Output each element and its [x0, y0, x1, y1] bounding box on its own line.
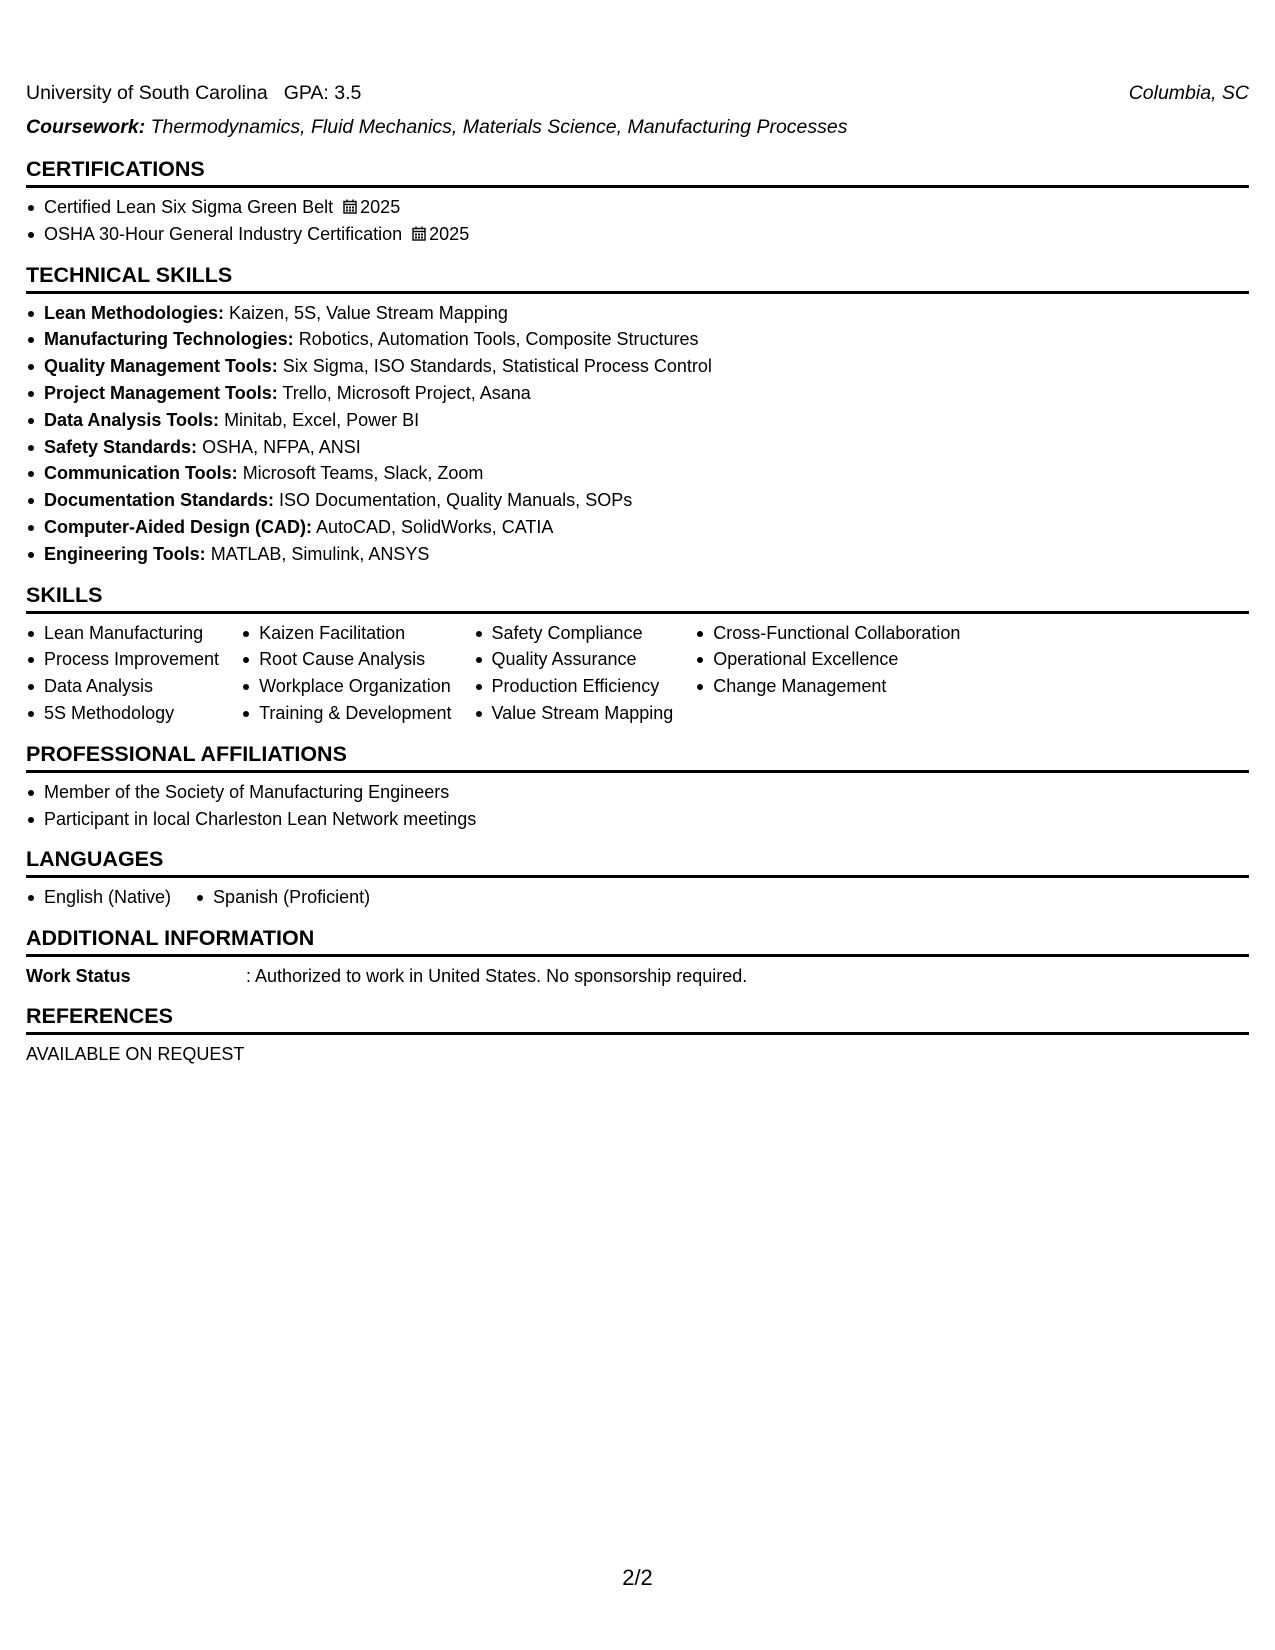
references-section — [26, 1002, 1249, 1067]
skill-values: Microsoft Teams, Slack, Zoom — [242, 463, 484, 484]
references-text: AVAILABLE ON REQUEST — [26, 1044, 245, 1065]
resume-page — [26, 82, 1249, 1067]
list-item: Cross-Functional Collaboration — [695, 620, 960, 647]
languages-section — [26, 845, 1249, 911]
list-item: Kaizen Facilitation — [241, 620, 451, 647]
list-item: Workplace Organization — [241, 673, 451, 700]
list-item: Lean Manufacturing — [26, 620, 219, 647]
list-item — [26, 434, 1249, 461]
skills-section — [26, 581, 1249, 727]
calendar-icon — [412, 226, 426, 241]
certification-name: Certified Lean Six Sigma Green Belt — [44, 197, 334, 217]
work-status-label: Work Status — [26, 966, 131, 987]
technical-skills-list — [26, 300, 1249, 568]
list-item — [26, 300, 1249, 327]
school-name: University of South Carolina — [26, 82, 268, 104]
skill-values: AutoCAD, SolidWorks, CATIA — [316, 516, 554, 537]
skill-values: Six Sigma, ISO Standards, Statistical Process Control — [282, 356, 712, 377]
gpa: GPA: 3.5 — [283, 82, 362, 104]
skills-column — [241, 620, 451, 727]
skill-values: Minitab, Excel, Power BI — [224, 409, 420, 430]
skill-category: Project Management Tools: — [44, 382, 278, 403]
languages-row — [26, 884, 1249, 911]
work-status-value: : Authorized to work in United States. No sponsorship required. — [246, 966, 748, 987]
skill-values: MATLAB, Simulink, ANSYS — [210, 543, 430, 564]
additional-info-section — [26, 924, 1249, 989]
education-school-gpa — [26, 82, 361, 105]
certification-name: OSHA 30-Hour General Industry Certification — [44, 223, 403, 244]
section-title-skills: SKILLS — [26, 581, 1249, 614]
list-item: Safety Compliance — [474, 620, 674, 647]
list-item: Data Analysis — [26, 673, 219, 700]
skill-category: Lean Methodologies: — [44, 302, 224, 323]
list-item — [26, 460, 1249, 487]
list-item: Member of the Society of Manufacturing Engineers — [26, 779, 1249, 806]
list-item: 5S Methodology — [26, 700, 219, 727]
calendar-icon — [343, 199, 357, 214]
coursework-label: Coursework: — [26, 116, 146, 138]
skill-category: Computer-Aided Design (CAD): — [44, 516, 312, 537]
list-item: Operational Excellence — [695, 646, 960, 673]
skill-category: Data Analysis Tools: — [44, 409, 220, 430]
work-status-row — [26, 963, 1249, 989]
list-item — [26, 541, 1249, 568]
skill-values: Robotics, Automation Tools, Composite Structures — [298, 329, 699, 350]
skill-category: Manufacturing Technologies: — [44, 329, 294, 350]
section-title-affiliations: PROFESSIONAL AFFILIATIONS — [26, 740, 1249, 773]
skills-columns — [26, 620, 1249, 727]
section-title-languages: LANGUAGES — [26, 845, 1249, 878]
list-item: Change Management — [695, 673, 960, 700]
skill-category: Documentation Standards: — [44, 490, 275, 511]
list-item — [26, 353, 1249, 380]
skills-column — [695, 620, 960, 727]
skill-values: Kaizen, 5S, Value Stream Mapping — [229, 302, 508, 323]
list-item: Value Stream Mapping — [474, 700, 674, 727]
list-item — [26, 326, 1249, 353]
list-item: Participant in local Charleston Lean Network meetings — [26, 806, 1249, 833]
list-item — [26, 221, 1249, 248]
skill-category: Safety Standards: — [44, 436, 198, 457]
list-item: Root Cause Analysis — [241, 646, 451, 673]
skill-values: Trello, Microsoft Project, Asana — [282, 382, 531, 403]
certification-year: 2025 — [360, 197, 401, 217]
languages-list — [26, 884, 394, 911]
certifications-list — [26, 194, 1249, 248]
certifications-section — [26, 155, 1249, 248]
section-title-technical-skills: TECHNICAL SKILLS — [26, 261, 1249, 294]
list-item — [26, 514, 1249, 541]
list-item — [26, 487, 1249, 514]
list-item: Process Improvement — [26, 646, 219, 673]
skill-category: Engineering Tools: — [44, 543, 206, 564]
skill-category: Communication Tools: — [44, 463, 238, 484]
certification-year: 2025 — [429, 223, 470, 244]
page-number: 2/2 — [622, 1565, 653, 1590]
section-title-additional-info: ADDITIONAL INFORMATION — [26, 924, 1249, 957]
section-title-certifications: CERTIFICATIONS — [26, 155, 1249, 188]
list-item: Quality Assurance — [474, 646, 674, 673]
skills-column — [26, 620, 219, 727]
affiliations-list — [26, 779, 1249, 833]
coursework-list: Thermodynamics, Fluid Mechanics, Materials Science, Manufacturing Processes — [150, 116, 848, 138]
skill-values: ISO Documentation, Quality Manuals, SOPs — [279, 490, 633, 511]
list-item: Spanish (Proficient) — [195, 884, 370, 911]
list-item — [26, 194, 1249, 221]
list-item: Training & Development — [241, 700, 451, 727]
skills-column — [474, 620, 674, 727]
education-location: Columbia, SC — [1128, 82, 1249, 104]
affiliations-section — [26, 740, 1249, 833]
coursework — [26, 112, 1249, 142]
education-row — [26, 82, 1249, 112]
list-item — [26, 407, 1249, 434]
list-item — [26, 380, 1249, 407]
list-item: English (Native) — [26, 884, 171, 911]
skill-category: Quality Management Tools: — [44, 356, 278, 377]
skill-values: OSHA, NFPA, ANSI — [202, 436, 361, 457]
section-title-references: REFERENCES — [26, 1002, 1249, 1035]
list-item: Production Efficiency — [474, 673, 674, 700]
technical-skills-section — [26, 261, 1249, 568]
